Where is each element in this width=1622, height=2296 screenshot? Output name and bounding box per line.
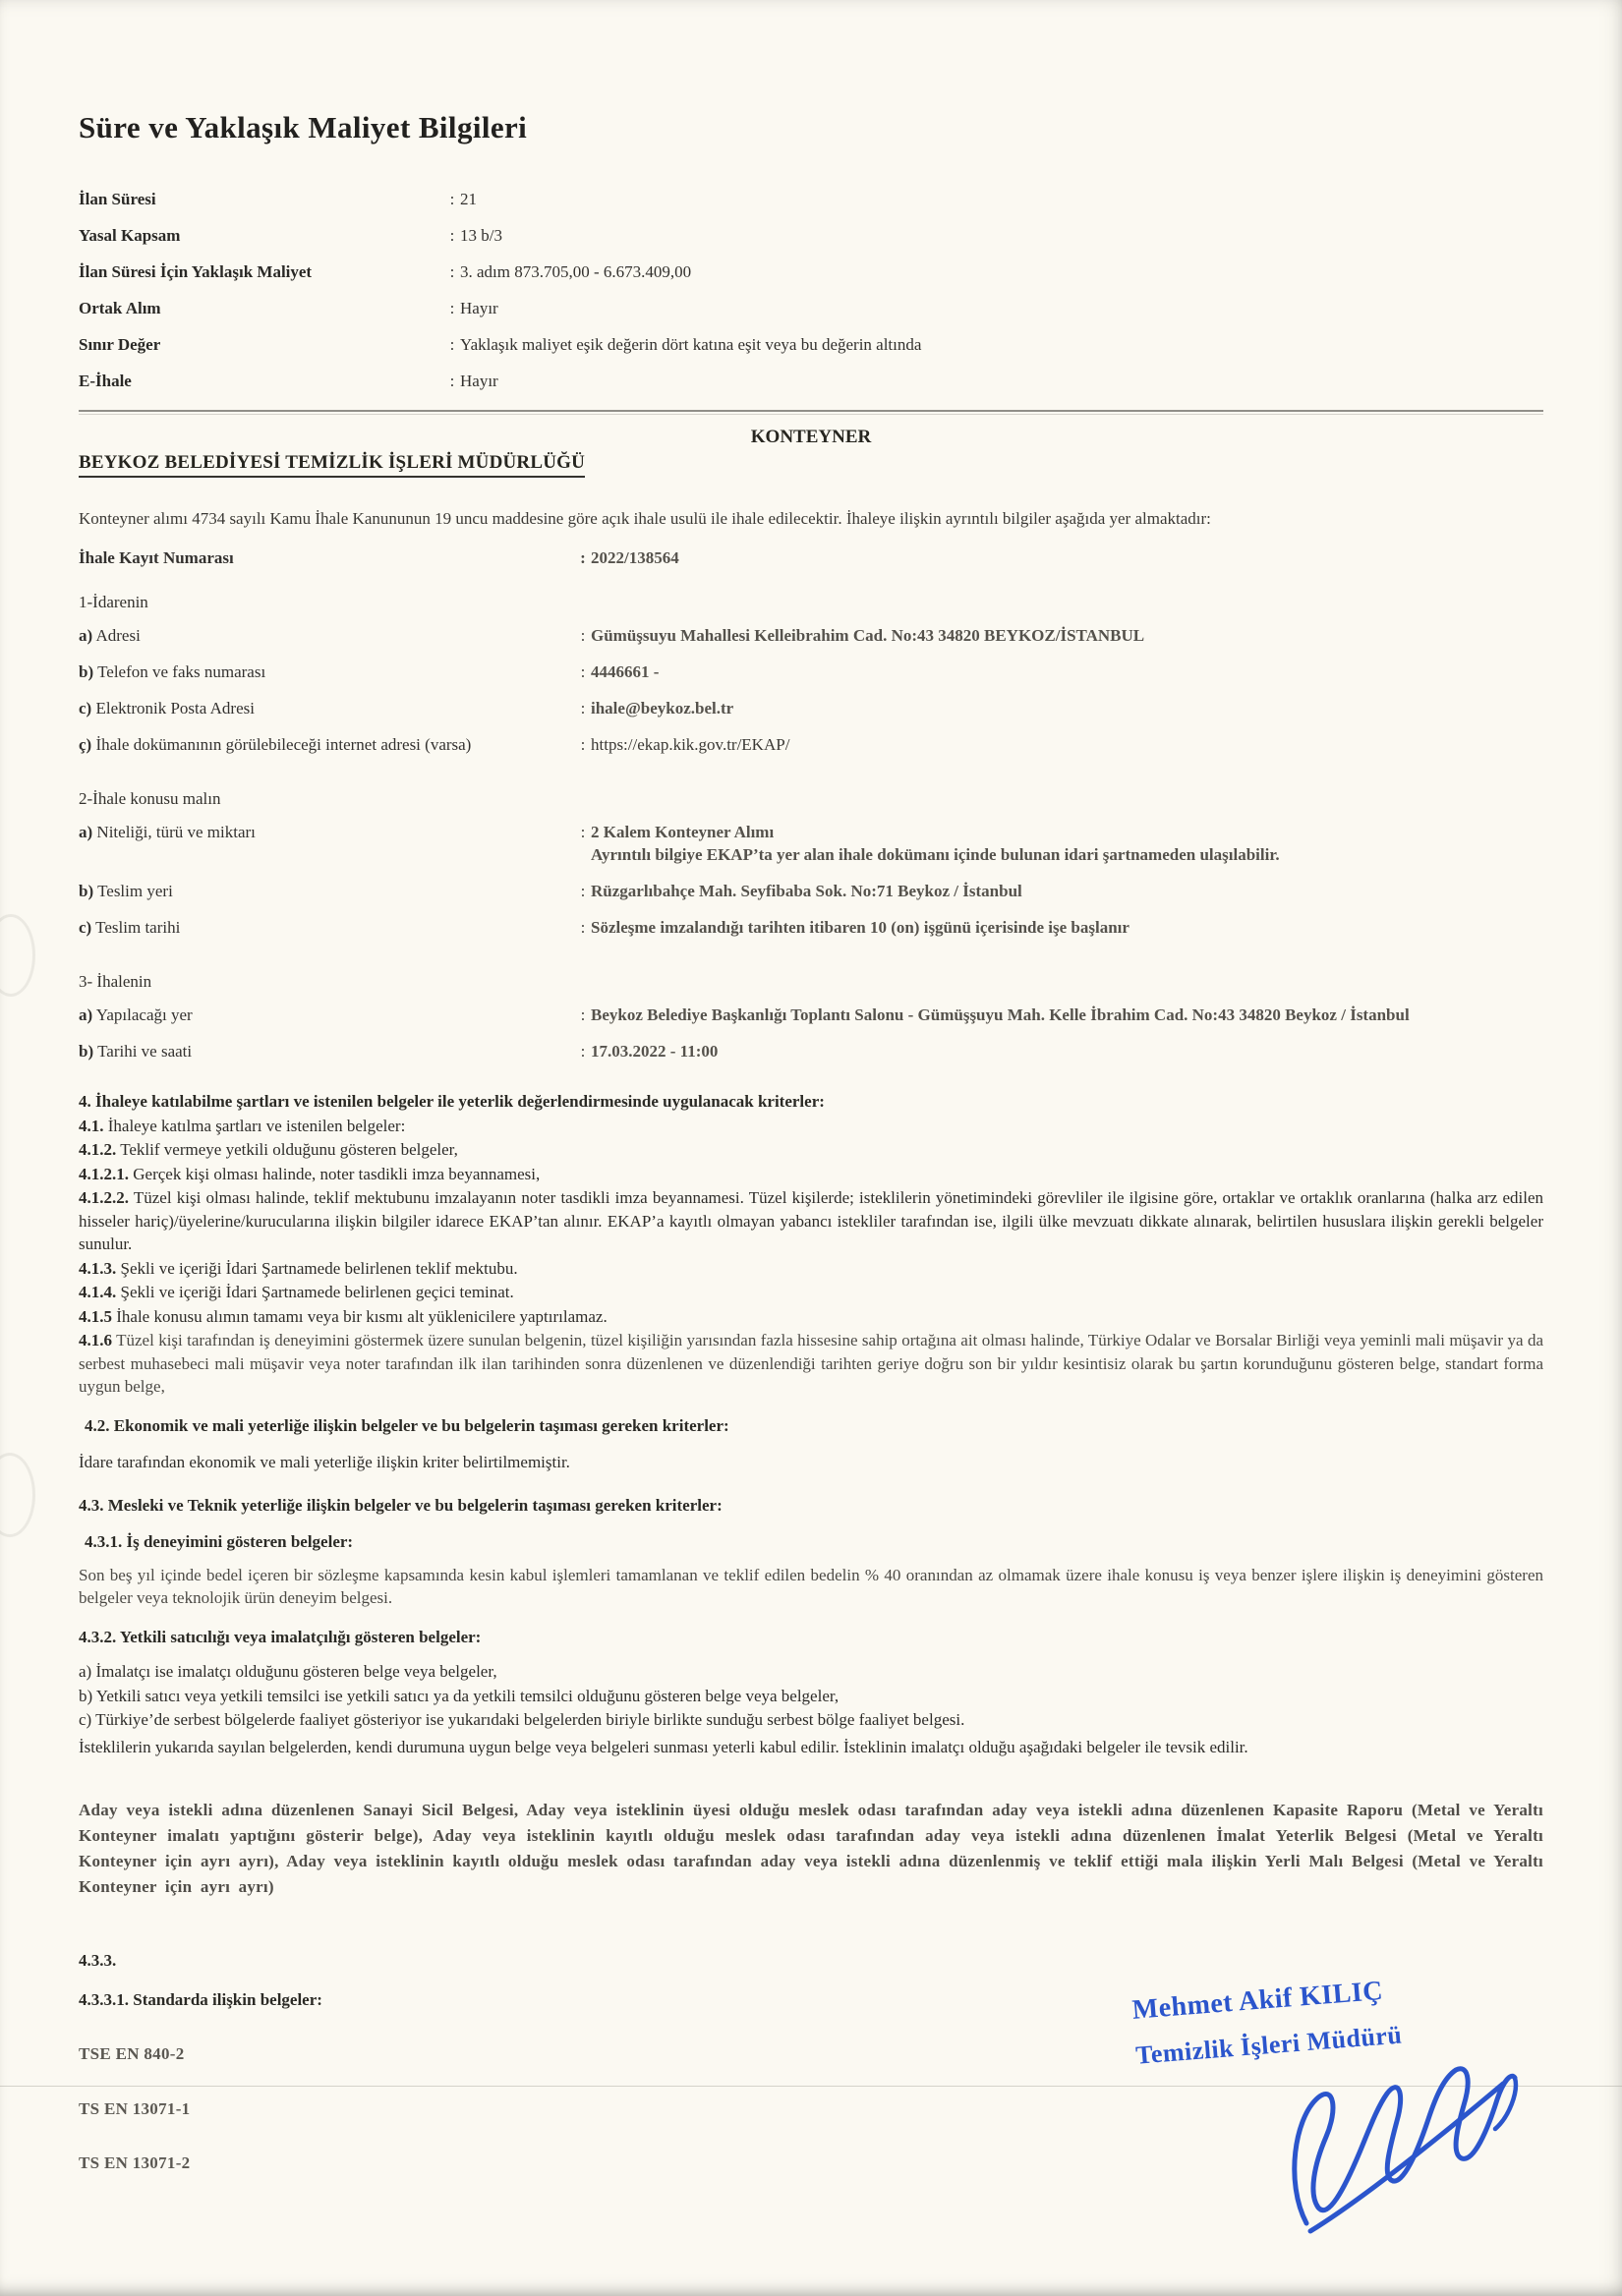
row-label: İhale dokümanının görülebileceği internet adresi (varsa) xyxy=(95,735,472,754)
colon: : xyxy=(580,699,586,718)
row-label: Telefon ve faks numarası xyxy=(97,662,266,681)
row-value: 4446661 - xyxy=(591,662,660,681)
row-value: 3. adım 873.705,00 - 6.673.409,00 xyxy=(460,262,692,281)
row-teslim-yeri xyxy=(79,880,1543,902)
row-value: Hayır xyxy=(460,299,498,317)
ikn-value: 2022/138564 xyxy=(591,548,679,567)
row-value: 17.03.2022 - 11:00 xyxy=(591,1042,719,1061)
section1-heading: 1-İdarenin xyxy=(79,593,148,611)
paragraph-4-3-2-d: İsteklilerin yukarıda sayılan belgelerden, kendi durumuna uygun belge veya belgeleri sunması yeterli kabul edilir. İsteklinin imalatçı olduğu aşağıdaki belgeler ile tevsik edilir. xyxy=(79,1737,1248,1756)
row-label: Adresi xyxy=(95,626,141,645)
clause-4-1-3: 4.1.3. Şekli ve içeriği İdari Şartnamede belirlenen teklif mektubu. xyxy=(79,1258,518,1278)
row-niteligi xyxy=(79,821,1543,866)
row-value: Hayır xyxy=(460,372,498,390)
colon: : xyxy=(449,262,455,281)
colon: : xyxy=(580,882,586,900)
row-value: ihale@beykoz.bel.tr xyxy=(591,699,734,718)
heading-4-3-2: 4.3.2. Yetkili satıcılığı veya imalatçılığı gösteren belgeler: xyxy=(79,1627,482,1646)
colon: : xyxy=(580,662,586,681)
summary-row-ilan-suresi xyxy=(79,189,1543,210)
row-prefix: a) xyxy=(79,626,93,645)
paragraph-4-3-2-a: a) İmalatçı ise imalatçı olduğunu gösteren belge veya belgeler, xyxy=(79,1662,497,1681)
row-value-detail: Ayrıntılı bilgiye EKAP’ta yer alan ihale dokümanı içinde bulunan idari şartnameden ulaşılabilir. xyxy=(591,845,1280,864)
row-label: E-İhale xyxy=(79,372,132,390)
clause-4: 4. İhaleye katılabilme şartları ve istenilen belgeler ile yeterlik değerlendirmesinde uygulanacak kriterler: xyxy=(79,1092,825,1111)
row-value: 2 Kalem Konteyner Alımı xyxy=(591,823,775,841)
row-teslim-tarihi xyxy=(79,916,1543,939)
summary-row-ortak-alim xyxy=(79,298,1543,319)
row-eposta xyxy=(79,697,1543,719)
page-title: Süre ve Yaklaşık Maliyet Bilgileri xyxy=(79,110,528,144)
row-label: Teslim yeri xyxy=(97,882,173,900)
row-prefix: c) xyxy=(79,699,92,718)
heading-4-3: 4.3. Mesleki ve Teknik yeterliğe ilişkin belgeler ve bu belgelerin taşıması gereken kriterler: xyxy=(79,1495,723,1515)
row-label: İlan Süresi xyxy=(79,190,156,208)
row-label: Sınır Değer xyxy=(79,335,161,354)
summary-row-yasal-kapsam xyxy=(79,225,1543,247)
scan-artifact xyxy=(0,1453,35,1537)
colon: : xyxy=(580,1042,586,1061)
ikn-row xyxy=(79,546,1543,569)
row-label: Tarihi ve saati xyxy=(97,1042,193,1061)
row-prefix: a) xyxy=(79,1005,93,1024)
row-prefix: ç) xyxy=(79,735,92,754)
summary-row-e-ihale xyxy=(79,371,1543,392)
paragraph-4-2: İdare tarafından ekonomik ve mali yeterliğe ilişkin kriter belirtilmemiştir. xyxy=(79,1453,570,1471)
row-value: 13 b/3 xyxy=(460,226,502,245)
colon: : xyxy=(449,226,455,245)
row-tarihi-saati xyxy=(79,1040,1543,1062)
row-prefix: b) xyxy=(79,882,94,900)
notice-authority: BEYKOZ BELEDİYESİ TEMİZLİK İŞLERİ MÜDÜRLÜĞÜ xyxy=(79,452,585,478)
row-label: Elektronik Posta Adresi xyxy=(95,699,255,718)
colon: : xyxy=(580,548,586,567)
row-label: İlan Süresi İçin Yaklaşık Maliyet xyxy=(79,262,313,281)
paragraph-4-3-2-c: c) Türkiye’de serbest bölgelerde faaliyet gösteriyor ise yukarıdaki belgelerden biriyle birlikte sunduğu serbest bölge faaliyet belgesi. xyxy=(79,1710,965,1729)
heading-4-3-3-1: 4.3.3.1. Standarda ilişkin belgeler: xyxy=(79,1989,322,2009)
row-prefix: a) xyxy=(79,823,93,841)
heading-4-3-3: 4.3.3. xyxy=(79,1951,117,1970)
signatory-title: Temizlik İşleri Müdürü xyxy=(1134,2020,1404,2070)
colon: : xyxy=(449,190,455,208)
clause-4-1-5: 4.1.5 İhale konusu alımın tamamı veya bir kısmı alt yüklenicilere yaptırılamaz. xyxy=(79,1306,608,1326)
ikn-label: İhale Kayıt Numarası xyxy=(79,548,234,567)
paragraph-4-3-2-b: b) Yetkili satıcı veya yetkili temsilci ise yetkili satıcı ya da yetkili temsilci olduğunu gösteren belge veya belgeler, xyxy=(79,1686,840,1705)
row-label: Niteliği, türü ve miktarı xyxy=(96,823,256,841)
heading-4-3-1: 4.3.1. İş deneyimini gösteren belgeler: xyxy=(85,1532,354,1551)
row-label: Yasal Kapsam xyxy=(79,226,181,245)
summary-row-yaklasik-maliyet xyxy=(79,261,1543,283)
row-value: Sözleşme imzalandığı tarihten itibaren 10 (on) işgünü içerisinde işe başlanır xyxy=(591,918,1130,937)
row-yapilacagi-yer xyxy=(79,1004,1543,1026)
paragraph-4-3-1: Son beş yıl içinde bedel içeren bir sözleşme kapsamında kesin kabul işlemleri tamamlanan ve teklif edilen bedelin % 40 oranından az olmamak üzere ihale konusu iş veya benzer işlere ilişkin iş deneyimini gösteren belgeler veya teknolojik ürün deneyim belgesi. xyxy=(79,1565,1543,1607)
paragraph-aday-belgeler: Aday veya istekli adına düzenlenen Sanayi Sicil Belgesi, Aday veya isteklinin üyesi olduğu meslek odası tarafından aday veya istekli adına düzenlenen Kapasite Raporu (Metal ve Yeraltı Konteyner imalatı yaptığını gösterir belge), Aday veya isteklinin kayıtlı olduğu meslek odası tarafından aday veya istekli adına düzenlenen İmalat Yeterlik Belgesi (Metal ve Yeraltı Konteyner için ayrı ayrı), Aday veya isteklinin kayıtlı olduğu meslek odası tarafından aday veya istekli adına düzenlenmiş ve teklif ettiği mala ilişkin Yerli Malı Belgesi (Metal ve Yeraltı Konteyner için ayrı ayrı) xyxy=(79,1801,1543,1896)
section3-heading: 3- İhalenin xyxy=(79,972,152,991)
colon: : xyxy=(580,918,586,937)
clause-4-1: 4.1. İhaleye katılma şartları ve istenilen belgeler: xyxy=(79,1116,406,1135)
row-prefix: b) xyxy=(79,662,94,681)
row-prefix: c) xyxy=(79,918,92,937)
colon: : xyxy=(580,735,586,754)
row-value: Gümüşsuyu Mahallesi Kelleibrahim Cad. No:43 34820 BEYKOZ/İSTANBUL xyxy=(591,626,1145,645)
heading-4-2: 4.2. Ekonomik ve mali yeterliğe ilişkin belgeler ve bu belgelerin taşıması gereken kriterler: xyxy=(85,1415,729,1435)
clause-4-1-6: 4.1.6 Tüzel kişi tarafından iş deneyimini göstermek üzere sunulan belgenin, tüzel kişiliğin yarısından fazla hissesine sahip ortağına ait olması halinde, Türkiye Odalar ve Borsalar Birliği veya yeminli mali müşavir ya da serbest muhasebeci mali müşavir veya noter tarafından ilk ilan tarihinden sonra düzenlenen ve düzenlendiği tarihten geriye doğru son bir yıldır kesintisiz olarak bu şartın korunduğunu gösteren belge, standart forma uygun belge, xyxy=(79,1331,1543,1396)
standard-tse-en-840-2: TSE EN 840-2 xyxy=(79,2044,185,2063)
row-label: Ortak Alım xyxy=(79,299,161,317)
notice-authority-wrap xyxy=(79,448,1543,478)
notice-category: KONTEYNER xyxy=(750,427,872,447)
scan-artifact xyxy=(0,914,35,997)
summary-block xyxy=(79,189,1543,392)
standard-ts-en-13071-2: TS EN 13071-2 xyxy=(79,2153,191,2172)
notice-intro: Konteyner alımı 4734 sayılı Kamu İhale Kanununun 19 uncu maddesine göre açık ihale usulü ile ihale edilecektir. İhaleye ilişkin ayrıntılı bilgiler aşağıda yer almaktadır: xyxy=(79,509,1211,528)
colon: : xyxy=(449,299,455,317)
row-value: https://ekap.kik.gov.tr/EKAP/ xyxy=(591,735,790,754)
section2-heading: 2-İhale konusu malın xyxy=(79,789,221,808)
row-adresi xyxy=(79,624,1543,647)
clause-4-1-2-2: 4.1.2.2. Tüzel kişi olması halinde, teklif mektubunu imzalayanın noter tasdikli imza beyannamesi. Tüzel kişilerde; isteklilerin yönetimindeki görevliler ile ilgisine göre, ortaklar ve ortaklık oranlarına (halka arz edilen hisseler hariç)/üyelerine/kurucularına ilişkin bilgiler idarece EKAP’tan alınır. EKAP’a kayıtlı olmayan yabancı istekliler tarafından ise, ilgili ülke mevzuatı dikkate alınarak, belirtilen hususlara ilişkin gerekli belgeler sunulur. xyxy=(79,1188,1543,1253)
row-value: Rüzgarlıbahçe Mah. Seyfibaba Sok. No:71 Beykoz / İstanbul xyxy=(591,882,1022,900)
signatory-name: Mehmet Akif KILIÇ xyxy=(1130,1975,1385,2026)
row-prefix: b) xyxy=(79,1042,94,1061)
signature-scribble xyxy=(1273,2027,1519,2253)
row-value: Yaklaşık maliyet eşik değerin dört katına eşit veya bu değerin altında xyxy=(460,335,922,354)
clause-4-1-4: 4.1.4. Şekli ve içeriği İdari Şartnamede belirlenen geçici teminat. xyxy=(79,1283,514,1301)
colon: : xyxy=(580,823,586,841)
colon: : xyxy=(449,335,455,354)
section-divider xyxy=(79,410,1543,415)
colon: : xyxy=(580,626,586,645)
row-value: 21 xyxy=(460,190,477,208)
colon: : xyxy=(449,372,455,390)
colon: : xyxy=(580,1005,586,1024)
row-label: Yapılacağı yer xyxy=(95,1005,193,1024)
row-internet-adresi xyxy=(79,733,1543,756)
row-telefon xyxy=(79,660,1543,683)
row-label: Teslim tarihi xyxy=(95,918,181,937)
clause-4-1-2: 4.1.2. Teklif vermeye yetkili olduğunu gösteren belgeler, xyxy=(79,1140,458,1159)
clause-4-1-2-1: 4.1.2.1. Gerçek kişi olması halinde, noter tasdikli imza beyannamesi, xyxy=(79,1164,541,1183)
row-value: Beykoz Belediye Başkanlığı Toplantı Salonu - Gümüşşuyu Mah. Kelle İbrahim Cad. No:43 34820 Beykoz / İstanbul xyxy=(591,1005,1410,1024)
summary-row-sinir-deger xyxy=(79,334,1543,356)
standard-ts-en-13071-1: TS EN 13071-1 xyxy=(79,2098,191,2118)
